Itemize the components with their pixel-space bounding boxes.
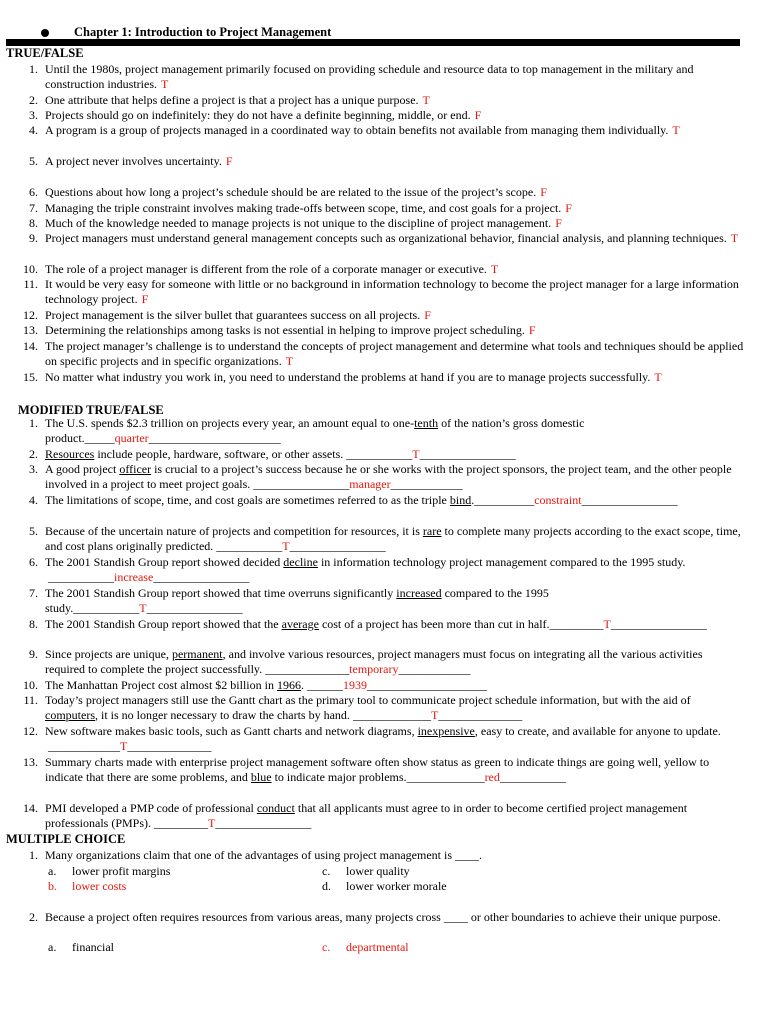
item-number: 11.: [23, 693, 38, 707]
item-text: [45, 201, 745, 216]
question-text: Managing the triple constraint involves making trade-offs between scope, time, and cost goals for a project.: [45, 201, 562, 215]
statement-text-before: The 2001 Standish Group report showed decided: [45, 555, 284, 569]
statement-text-after: cost of a project has been more than cut in half.: [318, 617, 550, 631]
statement-text-before: The U.S. spends $2.3 trillion on projects every year, an amount equal to one-: [45, 416, 415, 430]
answer-mark: T: [139, 601, 147, 616]
answer-mark: T: [208, 816, 216, 831]
statement-text-after: of the nation’s gross domestic product.: [45, 416, 585, 446]
item-text: [45, 308, 745, 323]
item-text: [45, 416, 745, 447]
answer-mark: T: [490, 262, 499, 276]
item-text: [45, 62, 745, 93]
item-number: 3.: [29, 108, 38, 122]
item-number: 12.: [23, 724, 38, 738]
answer-mark: manager: [349, 477, 391, 492]
item-text: [45, 524, 745, 555]
mc2-option-a: a. financial: [48, 940, 114, 954]
question-text: Questions about how long a project’s schedule should be are related to the issue of the project’s scope.: [45, 185, 537, 199]
statement-text-after: , it is no longer necessary to draw the charts by hand.: [95, 708, 350, 723]
answer-mark: T: [282, 539, 290, 554]
answer-mark: F: [540, 185, 547, 199]
answer-mark: T: [422, 93, 430, 107]
answer-blank: ______________: [262, 662, 350, 677]
answer-mark: red: [484, 770, 500, 785]
underlined-term: average: [281, 617, 319, 631]
answer-blank: _________: [151, 816, 209, 831]
underlined-term: 1966: [276, 678, 301, 692]
answer-blank: ________________: [215, 816, 312, 831]
item-number: 3.: [29, 462, 38, 476]
question-number: 1.: [29, 848, 38, 862]
answer-blank: ____________: [398, 662, 471, 677]
item-text: [45, 801, 745, 832]
item-number: 15.: [23, 370, 38, 384]
answer-mark: F: [555, 216, 562, 230]
item-number: 9.: [29, 231, 38, 245]
answer-blank: ______________________: [148, 431, 281, 446]
question-text: Project managers must understand general management concepts such as organizational behavior, financial analysis, and planning techniques.: [45, 231, 727, 245]
header-rule: [6, 39, 740, 46]
statement-text-before: Because of the uncertain nature of projects and competition for resources, it is: [45, 524, 423, 538]
item-number: 6.: [29, 185, 38, 199]
answer-blank: ___________: [45, 570, 114, 585]
answer-blank: ____________: [390, 477, 463, 492]
underlined-term: Resources: [45, 447, 95, 461]
statement-text-after: compared to the 1995 study.: [45, 586, 549, 616]
answer-blank: ___________: [499, 770, 566, 785]
mc1-option-b-answer: b. lower costs: [48, 879, 127, 893]
item-text: [45, 339, 745, 370]
answer-mark: T: [430, 708, 439, 723]
answer-mark: constraint: [534, 493, 582, 507]
item-text: [45, 323, 745, 338]
answer-blank: ____________________: [366, 678, 487, 692]
statement-text-before: Summary charts made with enterprise project management software often show status as green to indicate things are going well, yellow to indicate that there are some problems, and: [45, 755, 710, 785]
item-text: [45, 462, 745, 493]
item-number: 11.: [23, 277, 38, 291]
statement-text-after: to complete many projects according to the exact scope, time, and cost plans originally predicted.: [45, 524, 741, 554]
bullet-icon: [41, 29, 49, 37]
question-number: 2.: [29, 910, 38, 924]
answer-blank: ________________: [581, 493, 678, 507]
section-heading-modified-true-false: MODIFIED TRUE/FALSE: [18, 403, 164, 417]
answer-mark: F: [424, 308, 431, 322]
answer-mark: F: [565, 201, 572, 215]
item-number: 7.: [29, 201, 38, 215]
item-number: 12.: [23, 308, 38, 322]
item-text: [45, 447, 745, 462]
item-text: [45, 693, 745, 724]
answer-mark: T: [285, 354, 294, 369]
mc2-option-c-answer: c. departmental: [322, 940, 409, 954]
item-text: [45, 93, 745, 108]
answer-blank: ___________: [213, 539, 283, 554]
statement-text-after: that all applicants must agree to in order to become certified project management professionals (PMPs).: [45, 801, 688, 831]
answer-blank: _____________: [406, 770, 485, 785]
item-number: 4.: [29, 123, 38, 137]
mc1-option-c: c. lower quality: [322, 864, 410, 878]
item-text: [45, 555, 745, 586]
answer-mark: F: [474, 108, 482, 122]
question-text: Much of the knowledge needed to manage projects is not unique to the discipline of project management.: [45, 216, 552, 230]
statement-text-after: include people, hardware, software, or other assets.: [94, 447, 344, 461]
item-text: [45, 617, 745, 632]
statement-text-before: The limitations of scope, time, and cost goals are sometimes referred to as the triple: [45, 493, 450, 507]
statement-text-before: The Manhattan Project cost almost $2 billion in: [45, 678, 277, 692]
item-number: 1.: [29, 416, 38, 430]
underlined-term: computers: [45, 708, 95, 723]
statement-text-before: The 2001 Standish Group report showed that the: [45, 617, 282, 631]
item-text: [45, 123, 745, 138]
answer-mark: F: [141, 292, 149, 307]
question-text: A program is a group of projects managed in a coordinated way to obtain benefits not available from managing them individually.: [45, 123, 669, 137]
underlined-term: conduct: [256, 801, 295, 815]
statement-text-before: The 2001 Standish Group report showed that time overruns significantly: [45, 586, 397, 600]
mc1-option-d: d. lower worker morale: [322, 879, 447, 893]
statement-text-before: PMI developed a PMP code of professional: [45, 801, 257, 815]
item-text: [45, 262, 745, 277]
item-number: 4.: [29, 493, 38, 507]
answer-mark: T: [120, 739, 128, 754]
answer-blank: ______________: [127, 739, 212, 754]
answer-blank: ___________: [343, 447, 413, 461]
statement-text-after: .: [471, 493, 475, 507]
item-number: 14.: [23, 801, 38, 815]
chapter-title: Chapter 1: Introduction to Project Management: [74, 25, 332, 39]
answer-blank: ______: [303, 678, 343, 692]
question-text: Many organizations claim that one of the advantages of using project management is ____.: [45, 848, 482, 862]
underlined-term: officer: [119, 462, 152, 476]
underlined-term: inexpensive: [417, 724, 475, 738]
statement-text-before: New software makes basic tools, such as Gantt charts and network diagrams,: [45, 724, 418, 738]
question-text: One attribute that helps define a project is that a project has a unique purpose.: [45, 93, 419, 107]
underlined-term: decline: [283, 555, 318, 569]
answer-blank: ________________: [153, 570, 250, 585]
answer-blank: _____________: [349, 708, 431, 723]
item-number: 5.: [29, 524, 38, 538]
item-number: 6.: [29, 555, 38, 569]
item-text: [45, 277, 745, 308]
answer-mark: T: [730, 231, 739, 245]
mc1-option-a: a. lower profit margins: [48, 864, 171, 878]
item-number: 9.: [29, 647, 38, 661]
question-text: The role of a project manager is different from the role of a corporate manager or executive.: [45, 262, 487, 276]
answer-blank: ______________: [438, 708, 523, 723]
underlined-term: tenth: [414, 416, 439, 430]
item-text: [45, 724, 745, 755]
answer-blank: ________________: [610, 617, 707, 631]
item-text: [45, 154, 745, 169]
section-heading-true-false: TRUE/FALSE: [6, 46, 84, 60]
item-number: 1.: [29, 62, 38, 76]
answer-mark: F: [225, 154, 233, 168]
chapter-header: [0, 24, 760, 40]
answer-mark: increase: [114, 570, 154, 585]
statement-text-before: Today’s project managers still use the Gantt chart as the primary tool to communicate project schedule information, but with the aid of: [45, 693, 691, 707]
underlined-term: bind: [449, 493, 472, 507]
answer-blank: ________________: [419, 447, 516, 461]
item-text: [45, 108, 745, 123]
statement-text-after: , easy to create, and available for anyone to update.: [474, 724, 721, 738]
item-number: 8.: [29, 216, 38, 230]
underlined-term: permanent: [171, 647, 223, 661]
question-text: Until the 1980s, project management primarily focused on providing schedule and resource data to top management in the military and construction industries.: [45, 62, 694, 92]
item-number: 14.: [23, 339, 38, 353]
statement-text-before: Since projects are unique,: [45, 647, 172, 661]
underlined-term: increased: [396, 586, 442, 600]
underlined-term: blue: [250, 770, 272, 785]
item-number: 2.: [29, 447, 38, 461]
answer-blank: ________________: [289, 539, 386, 554]
item-text: [45, 647, 745, 678]
statement-text-after: in information technology project management compared to the 1995 study.: [317, 555, 686, 569]
answer-blank: _____: [84, 431, 115, 446]
answer-blank: _________: [549, 617, 604, 631]
question-text: It would be very easy for someone with little or no background in information technology to become the project manager for a large information technology project.: [45, 277, 739, 307]
item-number: 13.: [23, 323, 38, 337]
item-number: 7.: [29, 586, 38, 600]
answer-mark: T: [603, 617, 611, 631]
answer-blank: ____________: [45, 739, 120, 754]
underlined-term: rare: [422, 524, 442, 538]
statement-text-after: to indicate major problems.: [271, 770, 407, 785]
answer-mark: temporary: [349, 662, 399, 677]
question-text: Because a project often requires resources from various areas, many projects cross ____ or other boundaries to achieve their unique purpose.: [45, 910, 721, 924]
item-text: [45, 678, 745, 693]
item-text: [45, 586, 745, 617]
statement-text-after: is crucial to a project’s success because he or she works with the project sponsors, the project team, and the other people involved in a project to meet project goals.: [45, 462, 732, 492]
answer-blank: ________________: [250, 477, 350, 492]
item-number: 13.: [23, 755, 38, 769]
item-number: 10.: [23, 262, 38, 276]
statement-text-before: A good project: [45, 462, 120, 476]
item-text: [45, 755, 745, 786]
answer-mark: F: [528, 323, 536, 337]
item-number: 2.: [29, 93, 38, 107]
item-text: [45, 216, 745, 231]
item-text: [45, 493, 745, 508]
question-text: Projects should go on indefinitely: they do not have a definite beginning, middle, or end.: [45, 108, 471, 122]
answer-blank: __________: [474, 493, 535, 507]
item-text: [45, 185, 745, 200]
item-text: [45, 231, 745, 246]
answer-mark: T: [412, 447, 420, 461]
answer-blank: ________________: [146, 601, 243, 616]
question-text: No matter what industry you work in, you need to understand the problems at hand if you are to manage projects successfully.: [45, 370, 651, 384]
answer-mark: quarter: [114, 431, 149, 446]
statement-text-after: .: [300, 678, 304, 692]
section-heading-multiple-choice: MULTIPLE CHOICE: [6, 832, 126, 846]
item-number: 5.: [29, 154, 38, 168]
statement-text-after: , and involve various resources, project managers must focus on integrating all the various activities required to complete the project successfully.: [45, 647, 703, 677]
question-text: The project manager’s challenge is to understand the concepts of project management and determine what tools and techniques should be applied on specific projects and in specific organizations.: [45, 339, 744, 369]
answer-mark: T: [160, 77, 169, 92]
answer-blank: ___________: [73, 601, 140, 616]
answer-mark: 1939: [342, 678, 367, 692]
question-text: A project never involves uncertainty.: [45, 154, 222, 168]
item-number: 8.: [29, 617, 38, 631]
question-text: Project management is the silver bullet that guarantees success on all projects.: [45, 308, 421, 322]
answer-mark: T: [672, 123, 680, 137]
answer-mark: T: [654, 370, 662, 384]
question-text: Determining the relationships among tasks is not essential in helping to improve project scheduling.: [45, 323, 525, 337]
item-number: 10.: [23, 678, 38, 692]
item-text: [45, 370, 745, 385]
